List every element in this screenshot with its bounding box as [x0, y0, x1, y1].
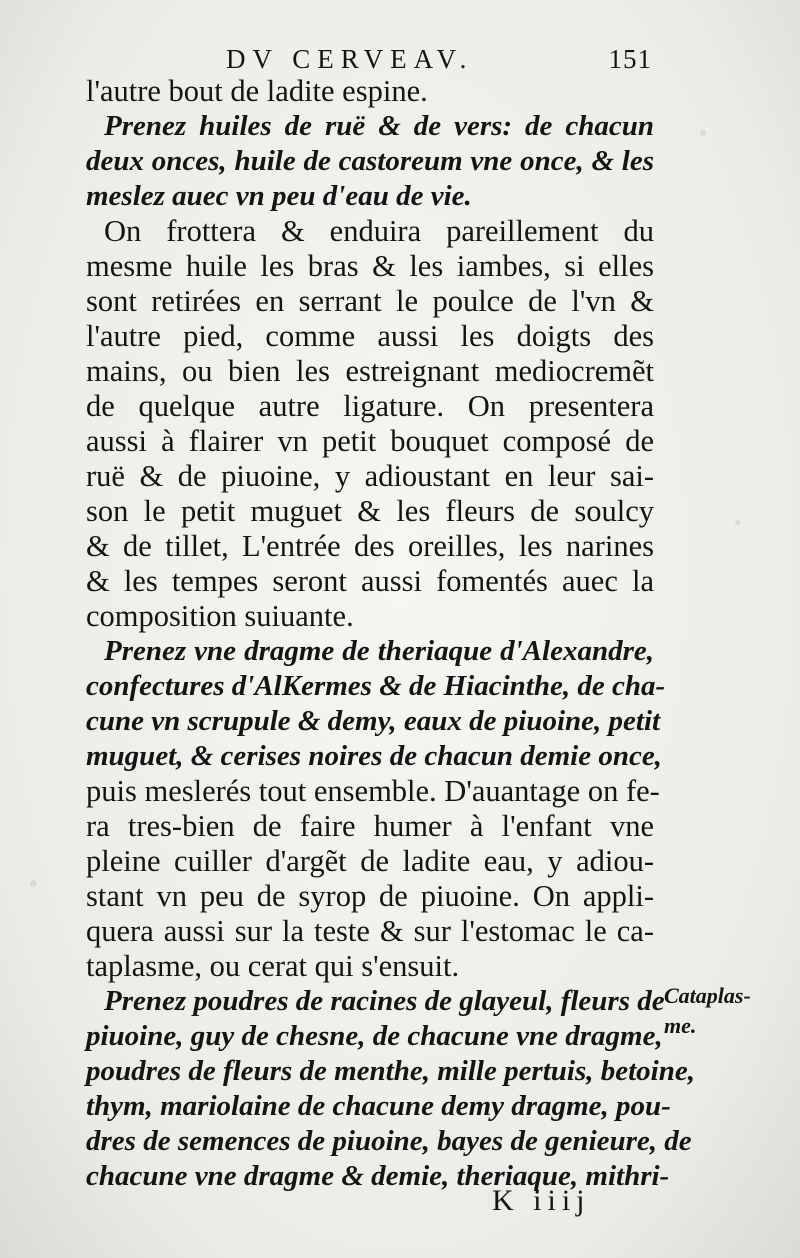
text-line: l'autre pied, comme aussi les doigts des: [86, 319, 654, 353]
text-line: ruë & de piuoine, y adioustant en leur sai-: [86, 459, 654, 493]
body-text: [86, 74, 695, 1194]
signature-mark: K iiij: [492, 1184, 591, 1217]
paper-speck: [30, 880, 37, 887]
recipe-line: thym, mariolaine de chacune demy dragme, pou-: [86, 1090, 671, 1122]
recipe-line: piuoine, guy de chesne, de chacune vne dragme,: [86, 1020, 663, 1052]
recipe-line: confectures d'AlKermes & de Hiacinthe, de cha-: [86, 670, 666, 702]
margin-note-line: me.: [664, 1013, 697, 1038]
recipe-line: muguet, & cerises noires de chacun demie once,: [86, 740, 662, 772]
recipe-line: chacune vne dragme & demie, theriaque, mithri-: [86, 1160, 670, 1192]
text-line: son le petit muguet & les fleurs de soulcy: [86, 494, 654, 528]
recipe-line: cune vn scrupule & demy, eaux de piuoine, petit: [86, 705, 661, 737]
text-line: l'autre bout de ladite espine.: [86, 74, 428, 108]
recipe-line: poudres de fleurs de menthe, mille pertuis, betoine,: [86, 1055, 695, 1087]
text-line: aussi à flairer vn petit bouquet composé de: [86, 424, 654, 458]
text-line: pleine cuiller d'argẽt de ladite eau, y adiou-: [86, 844, 654, 878]
text-line: & les tempes seront aussi fomentés auec la: [86, 564, 654, 598]
text-line: composition suiuante.: [86, 599, 354, 633]
recipe-line: Prenez poudres de racines de glayeul, fleurs de: [104, 985, 665, 1017]
running-title: DV CERVEAV.: [226, 44, 474, 74]
text-line: puis meslerés tout ensemble. D'auantage on fe-: [86, 774, 660, 808]
recipe-line: dres de semences de piuoine, bayes de genieure, de: [86, 1125, 692, 1157]
recipe-line: Prenez huiles de ruë & de vers: de chacun: [104, 110, 654, 142]
text-line: mains, ou bien les estreignant mediocremẽt: [86, 354, 654, 388]
text-line: ra tres-bien de faire humer à l'enfant vne: [86, 809, 654, 843]
margin-note-line: Cataplas-: [664, 983, 751, 1008]
margin-note: [664, 981, 774, 1041]
recipe-line: meslez auec vn peu d'eau de vie.: [86, 180, 472, 212]
text-line: de quelque autre ligature. On presentera: [86, 389, 654, 423]
recipe-line: Prenez vne dragme de theriaque d'Alexandre,: [104, 635, 654, 667]
text-line: On frottera & enduira pareillement du: [104, 214, 654, 248]
text-line: mesme huile les bras & les iambes, si elles: [86, 249, 654, 283]
text-line: & de tillet, L'entrée des oreilles, les narines: [86, 529, 654, 563]
recipe-line: deux onces, huile de castoreum vne once, & les: [86, 145, 654, 177]
paper-speck: [735, 520, 740, 525]
text-line: taplasme, ou cerat qui s'ensuit.: [86, 949, 460, 983]
text-line: quera aussi sur la teste & sur l'estomac le ca-: [86, 914, 654, 948]
text-line: stant vn peu de syrop de piuoine. On appli-: [86, 879, 654, 913]
text-line: sont retirées en serrant le poulce de l'vn &: [86, 284, 654, 318]
page-number: 151: [608, 44, 652, 74]
paper-speck: [700, 130, 706, 136]
